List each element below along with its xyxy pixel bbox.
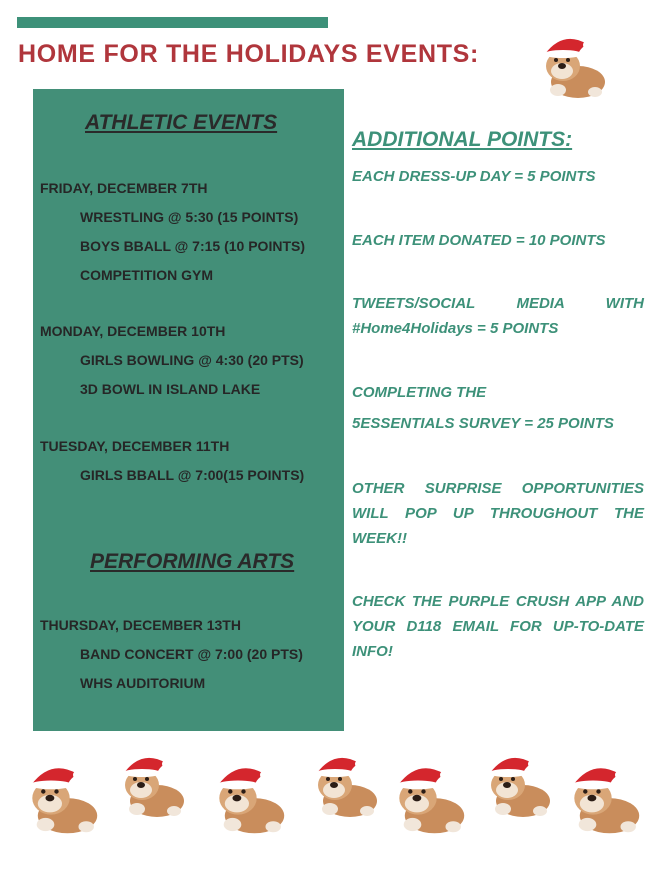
info-note: CHECK THE PURPLE CRUSH APP AND YOUR D118 EMAIL FOR UP-TO-DATE INFO!: [352, 593, 644, 660]
event-item: WHS AUDITORIUM: [80, 675, 206, 691]
event-date: TUESDAY, DECEMBER 11TH: [40, 438, 230, 454]
points-item: EACH ITEM DONATED = 10 POINTS: [352, 232, 606, 249]
page-title: HOME FOR THE HOLIDAYS EVENTS:: [18, 40, 480, 68]
top-accent-bar: [17, 17, 328, 28]
event-item: GIRLS BOWLING @ 4:30 (20 PTS): [80, 352, 304, 368]
points-item: COMPLETING THE: [352, 384, 487, 401]
bulldog-santa-hat-icon: [205, 755, 293, 850]
additional-points-heading: ADDITIONAL POINTS:: [352, 128, 573, 151]
event-date: FRIDAY, DECEMBER 7TH: [40, 180, 208, 196]
event-item: BOYS BBALL @ 7:15 (10 POINTS): [80, 238, 305, 254]
bulldog-santa-hat-icon: [533, 30, 613, 110]
event-item: COMPETITION GYM: [80, 267, 213, 283]
bulldog-santa-hat-icon: [560, 755, 648, 850]
event-date: THURSDAY, DECEMBER 13TH: [40, 617, 241, 633]
bulldog-santa-hat-icon: [305, 745, 385, 833]
points-item: TWEETS/SOCIAL MEDIA WITH #Home4Holidays = 5 POINTS: [352, 295, 644, 337]
bulldog-santa-hat-icon: [112, 745, 192, 833]
event-item: 3D BOWL IN ISLAND LAKE: [80, 381, 261, 397]
points-note: OTHER SURPRISE OPPORTUNITIES WILL POP UP THROUGHOUT THE WEEK!!: [352, 480, 644, 547]
performing-arts-heading: PERFORMING ARTS: [90, 550, 295, 573]
event-item: WRESTLING @ 5:30 (15 POINTS): [80, 209, 299, 225]
event-item: BAND CONCERT @ 7:00 (20 PTS): [80, 646, 303, 662]
points-item: EACH DRESS-UP DAY = 5 POINTS: [352, 168, 596, 185]
event-item: GIRLS BBALL @ 7:00(15 POINTS): [80, 467, 305, 483]
event-date: MONDAY, DECEMBER 10TH: [40, 323, 226, 339]
bulldog-santa-hat-icon: [478, 745, 558, 833]
bulldog-santa-hat-icon: [385, 755, 473, 850]
athletic-events-heading: ATHLETIC EVENTS: [85, 111, 278, 134]
points-item: 5ESSENTIALS SURVEY = 25 POINTS: [352, 415, 614, 432]
bulldog-santa-hat-icon: [18, 755, 106, 850]
